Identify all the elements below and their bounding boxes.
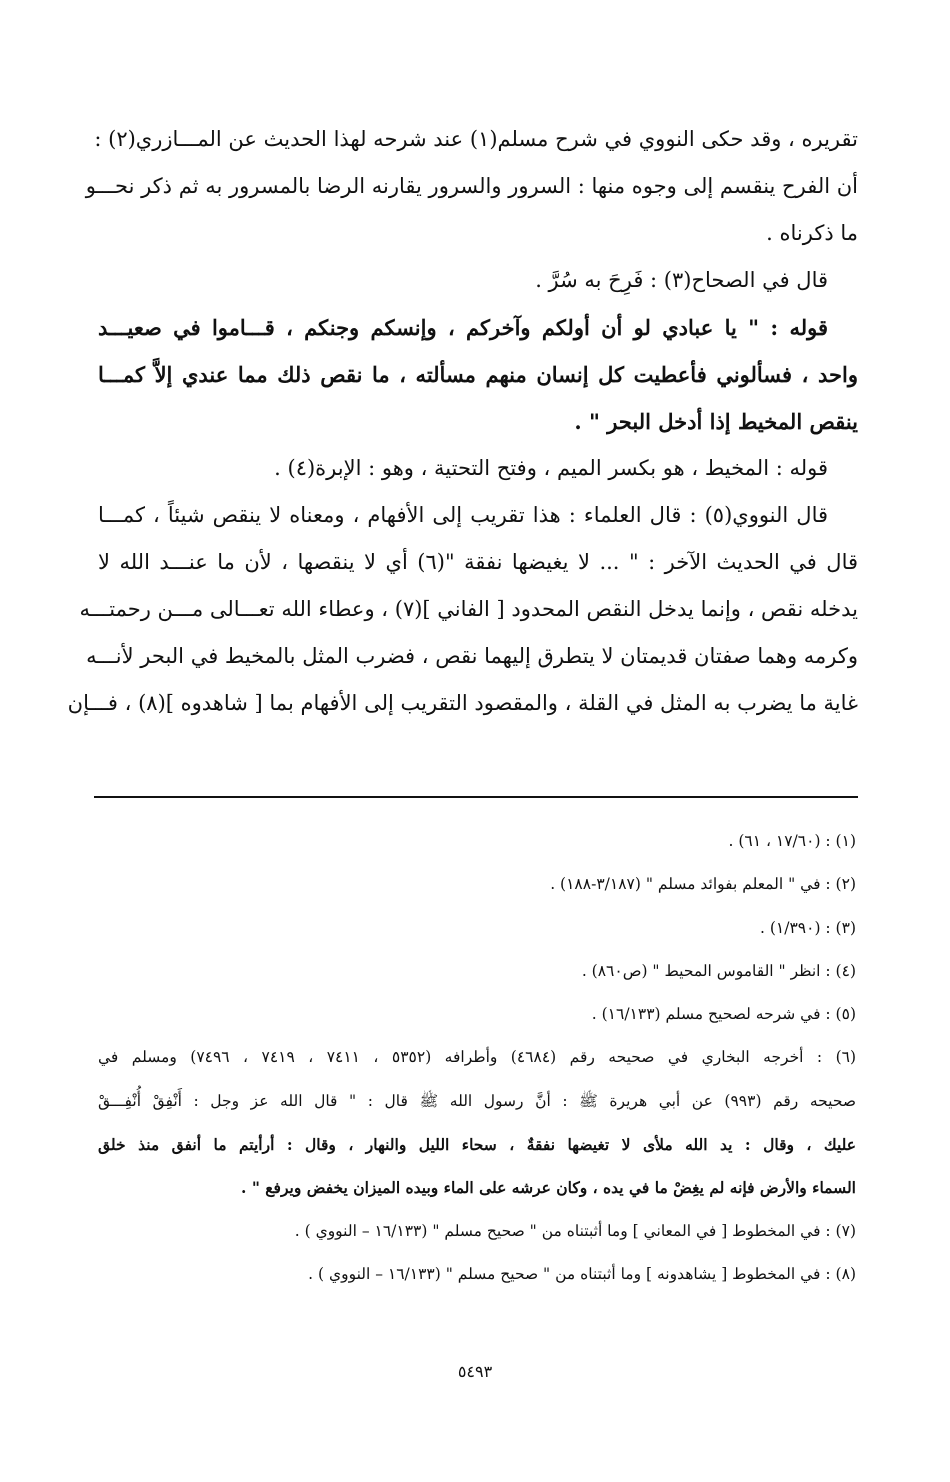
footnote: (٥) : في شرحه لصحيح مسلم (١٦/١٣٣) . xyxy=(591,1005,856,1024)
text-line: قال النووي(٥) : قال العلماء : هذا تقريب إلى الأفهام ، ومعناه لا ينقص شيئاً ، كمـــا xyxy=(98,503,829,527)
main-text xyxy=(67,116,859,727)
text-line: أن الفرح ينقسم إلى وجوه منها : السرور والسرور يقارنه الرضا بالمسرور به ثم ذكر نحـــو xyxy=(85,174,858,198)
text-line: قوله : المخيط ، هو بكسر الميم ، وفتح التحتية ، وهو : الإبرة(٤) . xyxy=(274,456,828,480)
footnote-continuation: صحيحه رقم (٩٩٣) عن أبي هريرة ﷺ : أنَّ رسول الله ﷺ قال : " قال الله عز وجل : أَنْفِقْ أُنْفِـــقْ xyxy=(98,1091,856,1110)
footnote: (٢) : في " المعلم بفوائد مسلم " (٣/١٨٧-١٨٨) . xyxy=(550,875,856,894)
text-line: يدخله نقص ، وإنما يدخل النقص المحدود [ الفاني ](٧) ، وعطاء الله تعـــالى مـــن رحمتـــه xyxy=(79,597,858,621)
text-line: تقريره ، وقد حكى النووي في شرح مسلم(١) عند شرحه لهذا الحديث عن المـــازري(٢) : xyxy=(94,127,858,151)
footnote: (٦) : أخرجه البخاري في صحيحه رقم (٤٦٨٤) وأطرافه (٥٣٥٢ ، ٧٤١١ ، ٧٤١٩ ، ٧٤٩٦) ومسلم في xyxy=(98,1048,857,1067)
text-line: قال في الحديث الآخر : " ... لا يغيضها نفقة "(٦) أي لا ينقصها ، لأن ما عنـــد الله لا xyxy=(98,550,859,574)
footnotes xyxy=(98,820,858,1296)
hadith-line: قوله : " يا عبادي لو أن أولكم وآخركم ، وإنسكم وجنكم ، قـــاموا في صعيـــد xyxy=(98,315,829,340)
footnote: (٤) : انظر " القاموس المحيط " (ص٨٦٠) . xyxy=(581,961,856,980)
footnote: (١) : (١٧/٦٠ ، ٦١) . xyxy=(728,832,856,850)
page-number: ٥٤٩٣ xyxy=(457,1362,493,1381)
footnote: (٨) : في المخطوط [ يشاهدونه ] وما أثبتناه من " صحيح مسلم " (١٦/١٣٣ – النووي ) . xyxy=(308,1264,856,1283)
text-line: ما ذكرناه . xyxy=(766,221,858,245)
hadith-line: واحد ، فسألوني فأعطيت كل إنسان منهم مسألته ، ما نقص ذلك مما عندي إلاَّ كمـــا xyxy=(98,362,858,387)
footnote-divider xyxy=(94,796,858,798)
footnote: (٣) : (١/٣٩٠) . xyxy=(760,918,856,937)
hadith-line: ينقص المخيط إذا أدخل البحر " . xyxy=(574,409,858,434)
footnote-continuation: عليك ، وقال : يد الله ملأى لا تغيضها نفقةٌ ، سحاء الليل والنهار ، وقال : أرأيتم ما أنفق منذ خلق xyxy=(98,1135,856,1155)
text-line: وكرمه وهما صفتان قديمتان لا يتطرق إليهما نقص ، فضرب المثل بالمخيط في البحر لأنـــه xyxy=(86,644,858,668)
text-line: غاية ما يضرب به المثل في القلة ، والمقصود التقريب إلى الأفهام بما [ شاهدوه ](٨) ، فـــإن xyxy=(67,691,858,715)
footnote: (٧) : في المخطوط [ في المعاني ] وما أثبتناه من " صحيح مسلم " (١٦/١٣٣ – النووي ) . xyxy=(294,1221,856,1240)
footnote-continuation: السماء والأرض فإنه لم يغِضْ ما في يده ، وكان عرشه على الماء وبيده الميزان يخفض ويرفع " . xyxy=(241,1178,856,1198)
text-line: قال في الصحاح(٣) : فَرِحَ به سُرَّ . xyxy=(535,268,828,292)
